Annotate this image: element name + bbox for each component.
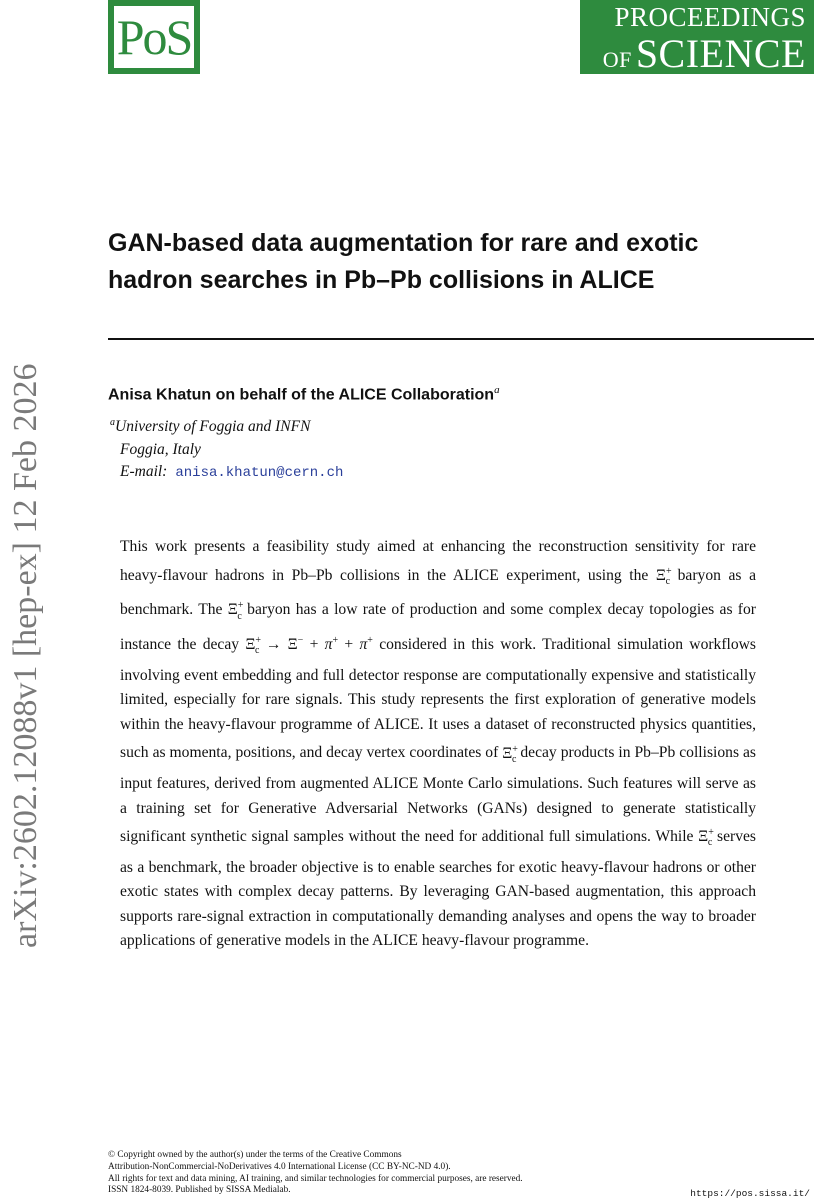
- banner-line2: [603, 30, 806, 77]
- xi-c-symbol: $\Xi^+_c$: [227, 600, 244, 622]
- pos-logo: [108, 0, 200, 74]
- abstract-text: baryon as a benchmark. The: [120, 566, 756, 619]
- xi-c-symbol: $\Xi^+_c$: [655, 565, 672, 587]
- email-label: E-mail:: [120, 463, 168, 480]
- author-line: [108, 384, 500, 404]
- footer-line3: All rights for text and data mining, AI training, and similar technologies for commercial purposes, are reserved.: [108, 1173, 523, 1184]
- paper-title: GAN-based data augmentation for rare and exotic hadron searches in Pb–Pb collisions in ALICE: [108, 229, 699, 294]
- footer-line4: ISSN 1824-8039. Published by SISSA Medialab.: [108, 1185, 291, 1196]
- email-link[interactable]: anisa.khatun@cern.ch: [175, 465, 344, 481]
- author-affil-mark: a: [494, 384, 500, 396]
- author-name: Anisa Khatun on behalf of the ALICE Collaboration: [108, 386, 495, 404]
- affiliation-line2: Foggia, Italy: [120, 441, 201, 459]
- email-line: [120, 463, 343, 481]
- copyright-footer: [108, 1150, 523, 1197]
- banner-science: SCIENCE: [635, 31, 806, 76]
- pos-logo-text: [116, 9, 192, 65]
- arxiv-identifier-stamp: arXiv:2602.12088v1 [hep-ex] 12 Feb 2026: [7, 363, 44, 948]
- abstract: [120, 535, 756, 954]
- affil-mark: a: [110, 417, 115, 428]
- abstract-text: baryon has a low rate of production and some complex decay topologies as for instance the decay: [120, 601, 756, 654]
- abstract-text: considered in this work. Traditional simulation workflows involving event embedding and full detector response are computationally expensive and statistically limited, especially for rare signals. This study represents the first exploration of generative models within the heavy-flavour programme of ALICE. It uses a dataset of reconstructed physics quantities, such as momenta, positions, and decay vertex coordinates of: [120, 636, 757, 762]
- footer-line2: Attribution-NonCommercial-NoDerivatives 4.0 International License (CC BY-NC-ND 4.0).: [108, 1161, 451, 1172]
- abstract-text: serves as a benchmark, the broader objective is to enable searches for exotic heavy-flavour hadrons or other exotic states with complex decay patterns. By leveraging GAN-based augmentation, this approach supports rare-signal extraction in computationally demanding analyses and opens the way to broader applications of generative models in the ALICE heavy-flavour programme.: [120, 828, 756, 950]
- proceedings-of-science-banner: [580, 0, 814, 74]
- banner-of: OF: [602, 47, 632, 72]
- affiliation-line1: [110, 411, 310, 438]
- abstract-text: This work presents a feasibility study aimed at enhancing the reconstruction sensitivity for rare heavy-flavour hadrons in Pb–Pb collisions in the ALICE experiment, using the: [120, 538, 756, 584]
- pos-url-link[interactable]: https://pos.sissa.it/: [690, 1188, 810, 1199]
- abstract-text: decay products in Pb–Pb collisions as input features, derived from augmented ALICE Monte Carlo simulations. Such features will serve as a training set for Generative Adversarial Networks (GANs) designed to generate statistically significant synthetic signal samples without the need for additional full simulations. While: [120, 744, 756, 846]
- affiliation: [110, 411, 310, 461]
- xi-c-symbol: $\Xi^+_c$: [698, 827, 714, 849]
- pos-logo-letters: PoS: [116, 9, 192, 65]
- decay-formula: $\Xi^+_c \to \Xi^- + \pi^+ + \pi^+$: [245, 635, 373, 657]
- banner-line1: PROCEEDINGS: [614, 2, 806, 32]
- title-rule: [108, 338, 814, 340]
- footer-line1: © Copyright owned by the author(s) under the terms of the Creative Commons: [108, 1150, 402, 1160]
- xi-c-symbol: $\Xi^+_c$: [502, 743, 518, 765]
- affil-institution: University of Foggia and INFN: [115, 418, 311, 436]
